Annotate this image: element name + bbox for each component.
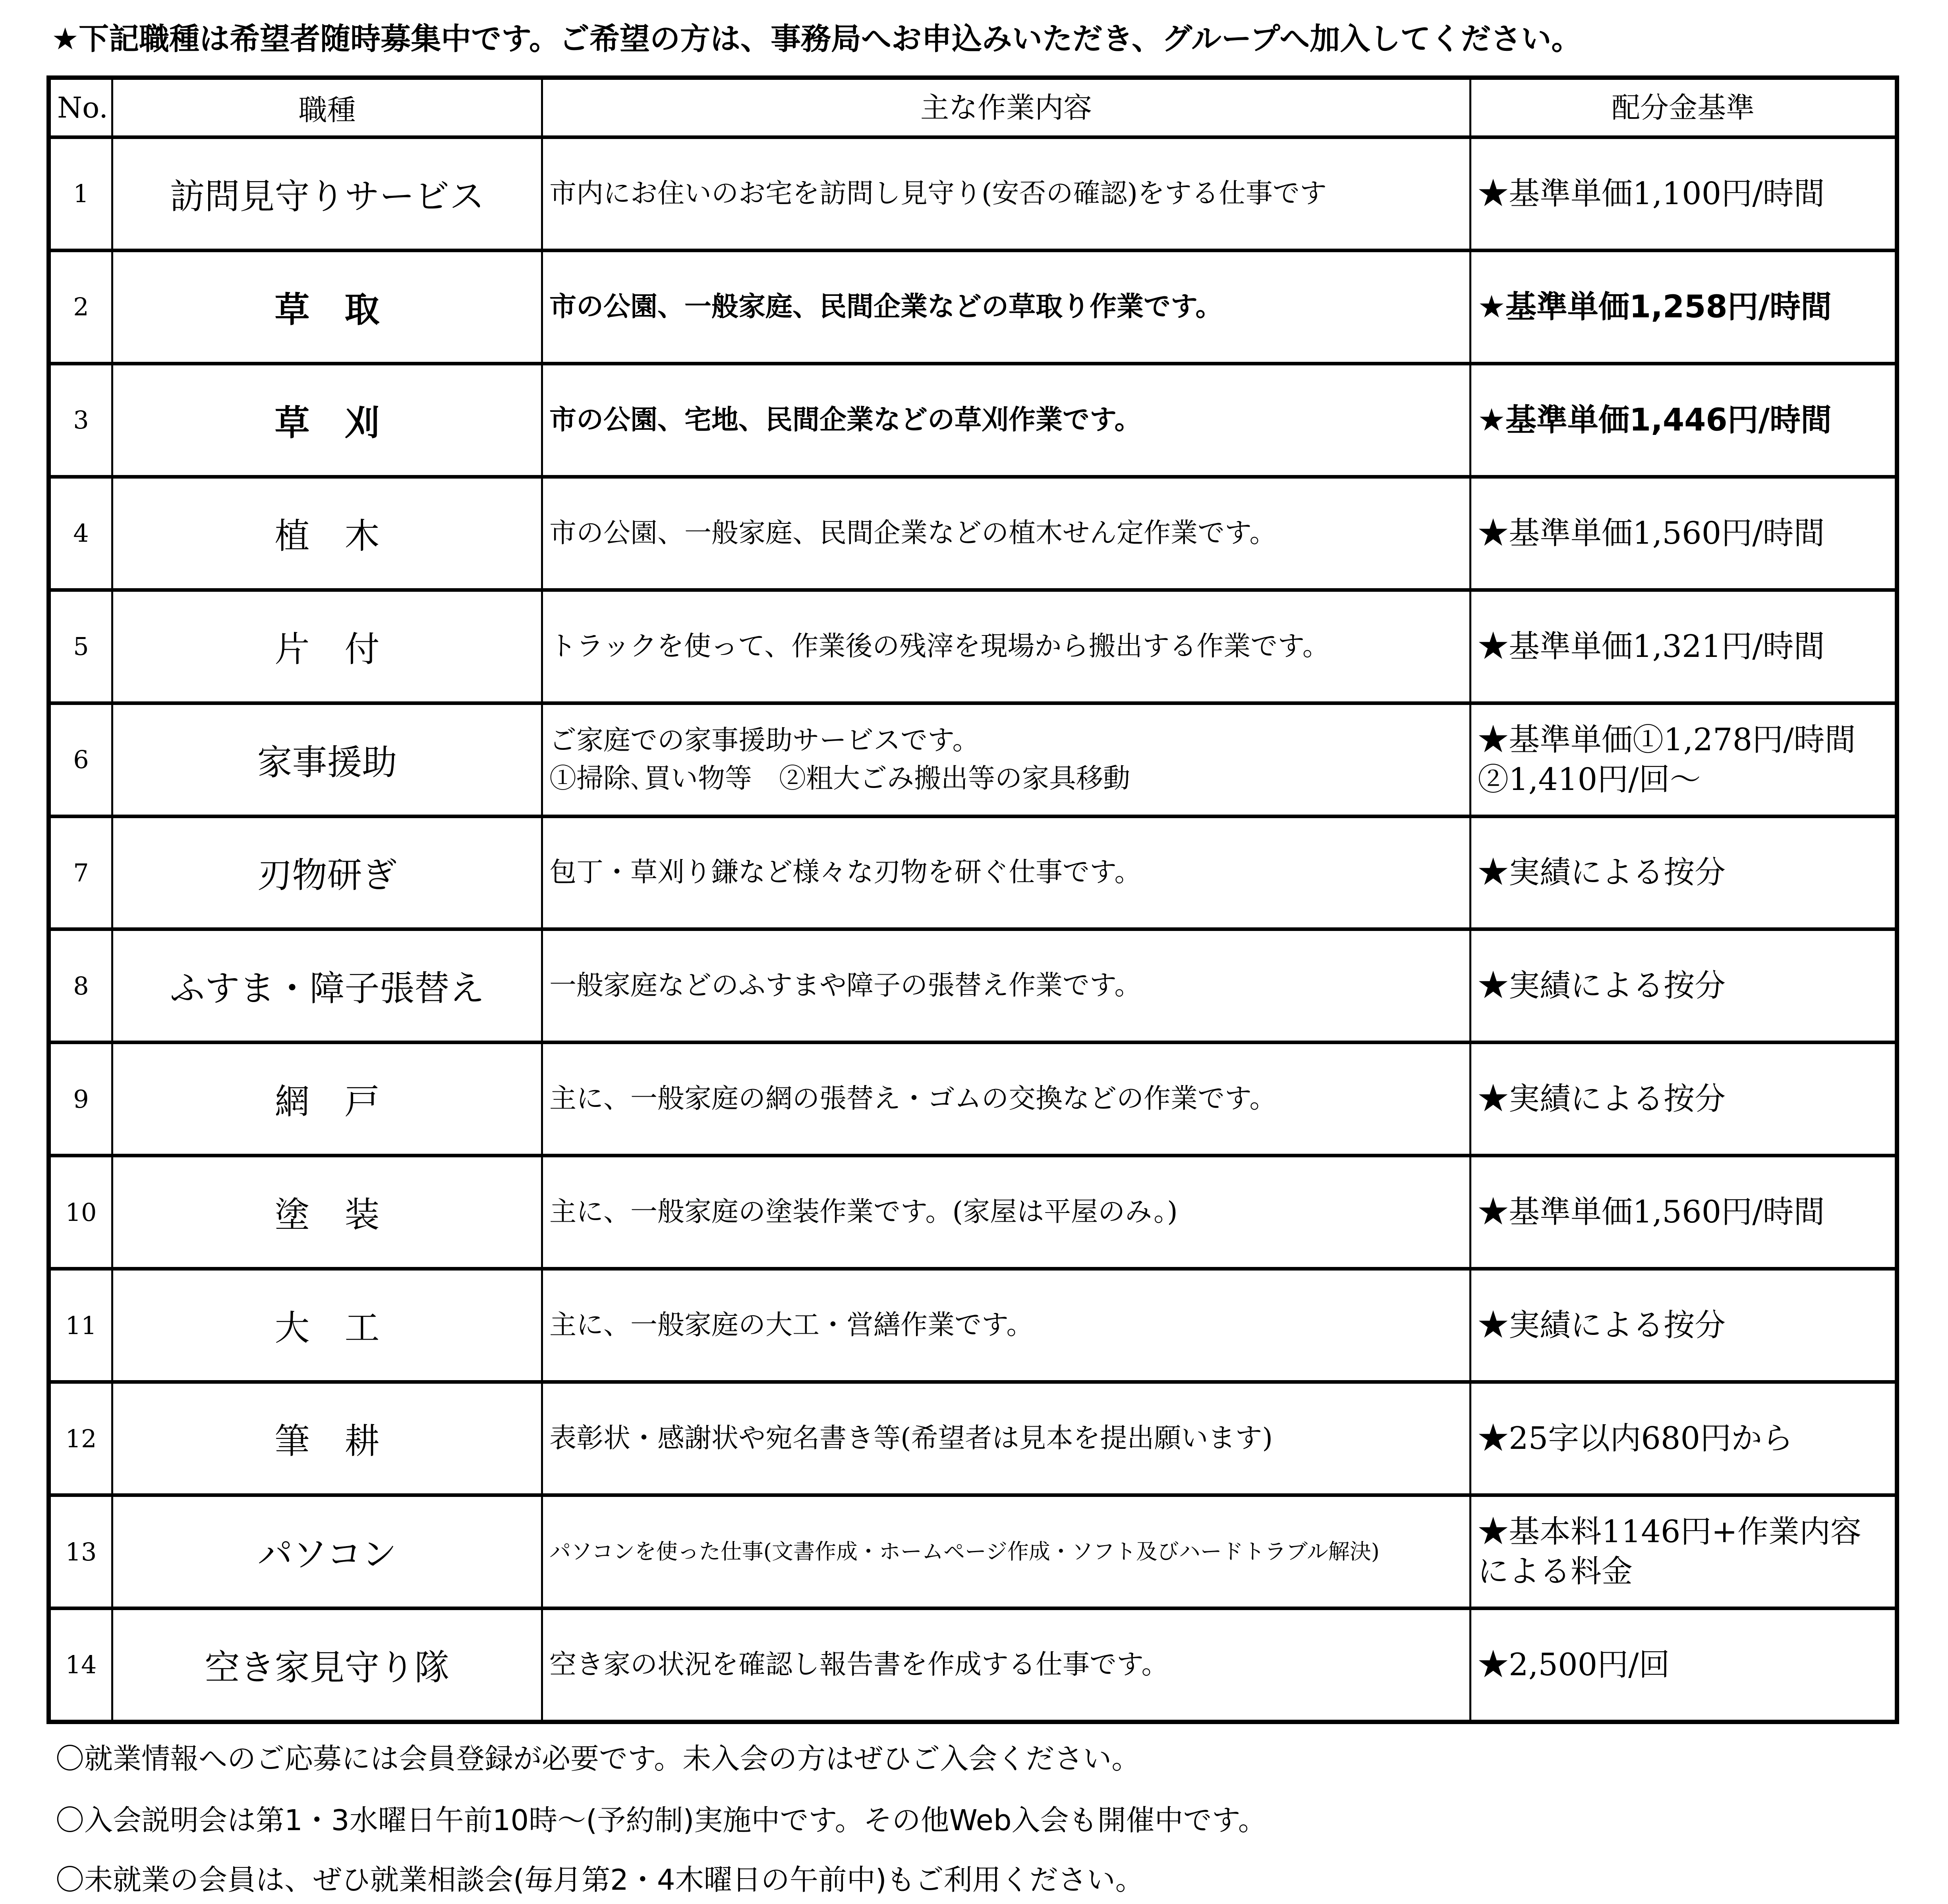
work-content-line: 空き家の状況を確認し報告書を作成する仕事です。: [549, 1649, 1169, 1680]
recruitment-notice-title: ★下記職種は希望者随時募集中です。ご希望の方は、事務局へお申込みいただき、グループへ加入してください。: [52, 21, 1582, 56]
work-content: [542, 477, 1471, 590]
work-content-line: 主に、一般家庭の大工・営繕作業です。: [549, 1309, 1034, 1341]
job-type: 訪問見守りサービス: [112, 137, 542, 251]
table-row: [49, 929, 1897, 1043]
work-content: [542, 1269, 1471, 1382]
pay-standard: ★基準単価1,446円/時間: [1471, 363, 1897, 477]
table-body: [49, 137, 1897, 1722]
row-number: 10: [49, 1156, 112, 1269]
work-content: [542, 363, 1471, 477]
work-content: [542, 590, 1471, 703]
work-content: [542, 1495, 1471, 1609]
table-row: [49, 590, 1897, 703]
job-type: 植 木: [112, 477, 542, 590]
pay-standard: ★基準単価1,560円/時間: [1471, 1156, 1897, 1269]
work-content: [542, 1382, 1471, 1495]
table-row: [49, 1269, 1897, 1382]
pay-standard: ★基本料1146円+作業内容による料金: [1471, 1495, 1897, 1609]
row-number: 2: [49, 250, 112, 363]
work-content-line: ご家庭での家事援助サービスです。: [549, 724, 980, 756]
table-row: [49, 250, 1897, 363]
footer-note-consultation: 〇未就業の会員は、ぜひ就業相談会(毎月第2・4木曜日の午前中)もご利用ください。: [56, 1863, 1144, 1896]
pay-standard: ★実績による按分: [1471, 1269, 1897, 1382]
job-type: 草 取: [112, 250, 542, 363]
work-content: [542, 1043, 1471, 1156]
table-row: [49, 363, 1897, 477]
job-type: ふすま・障子張替え: [112, 929, 542, 1043]
work-content-line: 主に、一般家庭の網の張替え・ゴムの交換などの作業です。: [549, 1083, 1277, 1115]
work-content-line: 市の公園、宅地、民間企業などの草刈作業です。: [549, 404, 1142, 436]
work-content-line: トラックを使って、作業後の残滓を現場から搬出する作業です。: [549, 630, 1330, 662]
table-row: [49, 1608, 1897, 1722]
pay-standard: ★基準単価1,560円/時間: [1471, 477, 1897, 590]
header-pay-standard: 配分金基準: [1471, 78, 1897, 137]
work-content-line: 主に、一般家庭の塗装作業です。(家屋は平屋のみ。): [549, 1196, 1178, 1228]
job-type: 草 刈: [112, 363, 542, 477]
table-row: [49, 1382, 1897, 1495]
row-number: 7: [49, 816, 112, 929]
work-content-line: ①掃除､買い物等 ②粗大ごみ搬出等の家具移動: [549, 763, 1131, 794]
row-number: 12: [49, 1382, 112, 1495]
table-row: [49, 1043, 1897, 1156]
header-no: No.: [49, 78, 112, 137]
table-row: [49, 816, 1897, 929]
work-content: [542, 250, 1471, 363]
row-number: 1: [49, 137, 112, 251]
header-work-content: 主な作業内容: [542, 78, 1471, 137]
table-row: [49, 477, 1897, 590]
work-content-line: 市内にお住いのお宅を訪問し見守り(安否の確認)をする仕事です: [549, 178, 1327, 209]
pay-standard: ★25字以内680円から: [1471, 1382, 1897, 1495]
pay-standard: ★基準単価1,321円/時間: [1471, 590, 1897, 703]
work-content: [542, 1608, 1471, 1722]
row-number: 11: [49, 1269, 112, 1382]
work-content-line: 市の公園、一般家庭、民間企業などの植木せん定作業です。: [549, 517, 1277, 549]
work-content: [542, 929, 1471, 1043]
work-content-line: 包丁・草刈り鎌など様々な刃物を研ぐ仕事です。: [549, 857, 1142, 888]
pay-standard: ★基準単価1,100円/時間: [1471, 137, 1897, 251]
job-types-table: [46, 75, 1899, 1724]
work-content-line: パソコンを使った仕事(文書作成・ホームページ作成・ソフト及びハードトラブル解決): [549, 1539, 1380, 1564]
row-number: 14: [49, 1608, 112, 1722]
table-header-row: [49, 78, 1897, 137]
job-type: 筆 耕: [112, 1382, 542, 1495]
job-type: 網 戸: [112, 1043, 542, 1156]
work-content: [542, 1156, 1471, 1269]
pay-standard: ★基準単価①1,278円/時間 ②1,410円/回～: [1471, 703, 1897, 816]
header-job-type: 職種: [112, 78, 542, 137]
job-type: 大 工: [112, 1269, 542, 1382]
footer-note-membership: 〇就業情報へのご応募には会員登録が必要です。未入会の方はぜひご入会ください。: [56, 1742, 1140, 1775]
row-number: 3: [49, 363, 112, 477]
job-type: 刃物研ぎ: [112, 816, 542, 929]
job-type: パソコン: [112, 1495, 542, 1609]
job-type: 塗 装: [112, 1156, 542, 1269]
work-content: [542, 137, 1471, 251]
row-number: 5: [49, 590, 112, 703]
pay-standard: ★実績による按分: [1471, 929, 1897, 1043]
pay-standard: ★実績による按分: [1471, 1043, 1897, 1156]
work-content: [542, 816, 1471, 929]
footer-note-orientation: 〇入会説明会は第1・3水曜日午前10時～(予約制)実施中です。その他Web入会も開催中です。: [56, 1804, 1267, 1837]
row-number: 13: [49, 1495, 112, 1609]
table-row: [49, 137, 1897, 251]
row-number: 6: [49, 703, 112, 816]
job-type: 片 付: [112, 590, 542, 703]
row-number: 9: [49, 1043, 112, 1156]
work-content-line: 表彰状・感謝状や宛名書き等(希望者は見本を提出願います): [549, 1423, 1273, 1454]
row-number: 4: [49, 477, 112, 590]
job-type: 家事援助: [112, 703, 542, 816]
job-type: 空き家見守り隊: [112, 1608, 542, 1722]
pay-standard: ★2,500円/回: [1471, 1608, 1897, 1722]
pay-standard: ★実績による按分: [1471, 816, 1897, 929]
work-content: [542, 703, 1471, 816]
work-content-line: 一般家庭などのふすまや障子の張替え作業です。: [549, 970, 1142, 1002]
table-row: [49, 703, 1897, 816]
pay-standard: ★基準単価1,258円/時間: [1471, 250, 1897, 363]
work-content-line: 市の公園、一般家庭、民間企業などの草取り作業です。: [549, 291, 1223, 322]
table-row: [49, 1156, 1897, 1269]
row-number: 8: [49, 929, 112, 1043]
table-row: [49, 1495, 1897, 1609]
